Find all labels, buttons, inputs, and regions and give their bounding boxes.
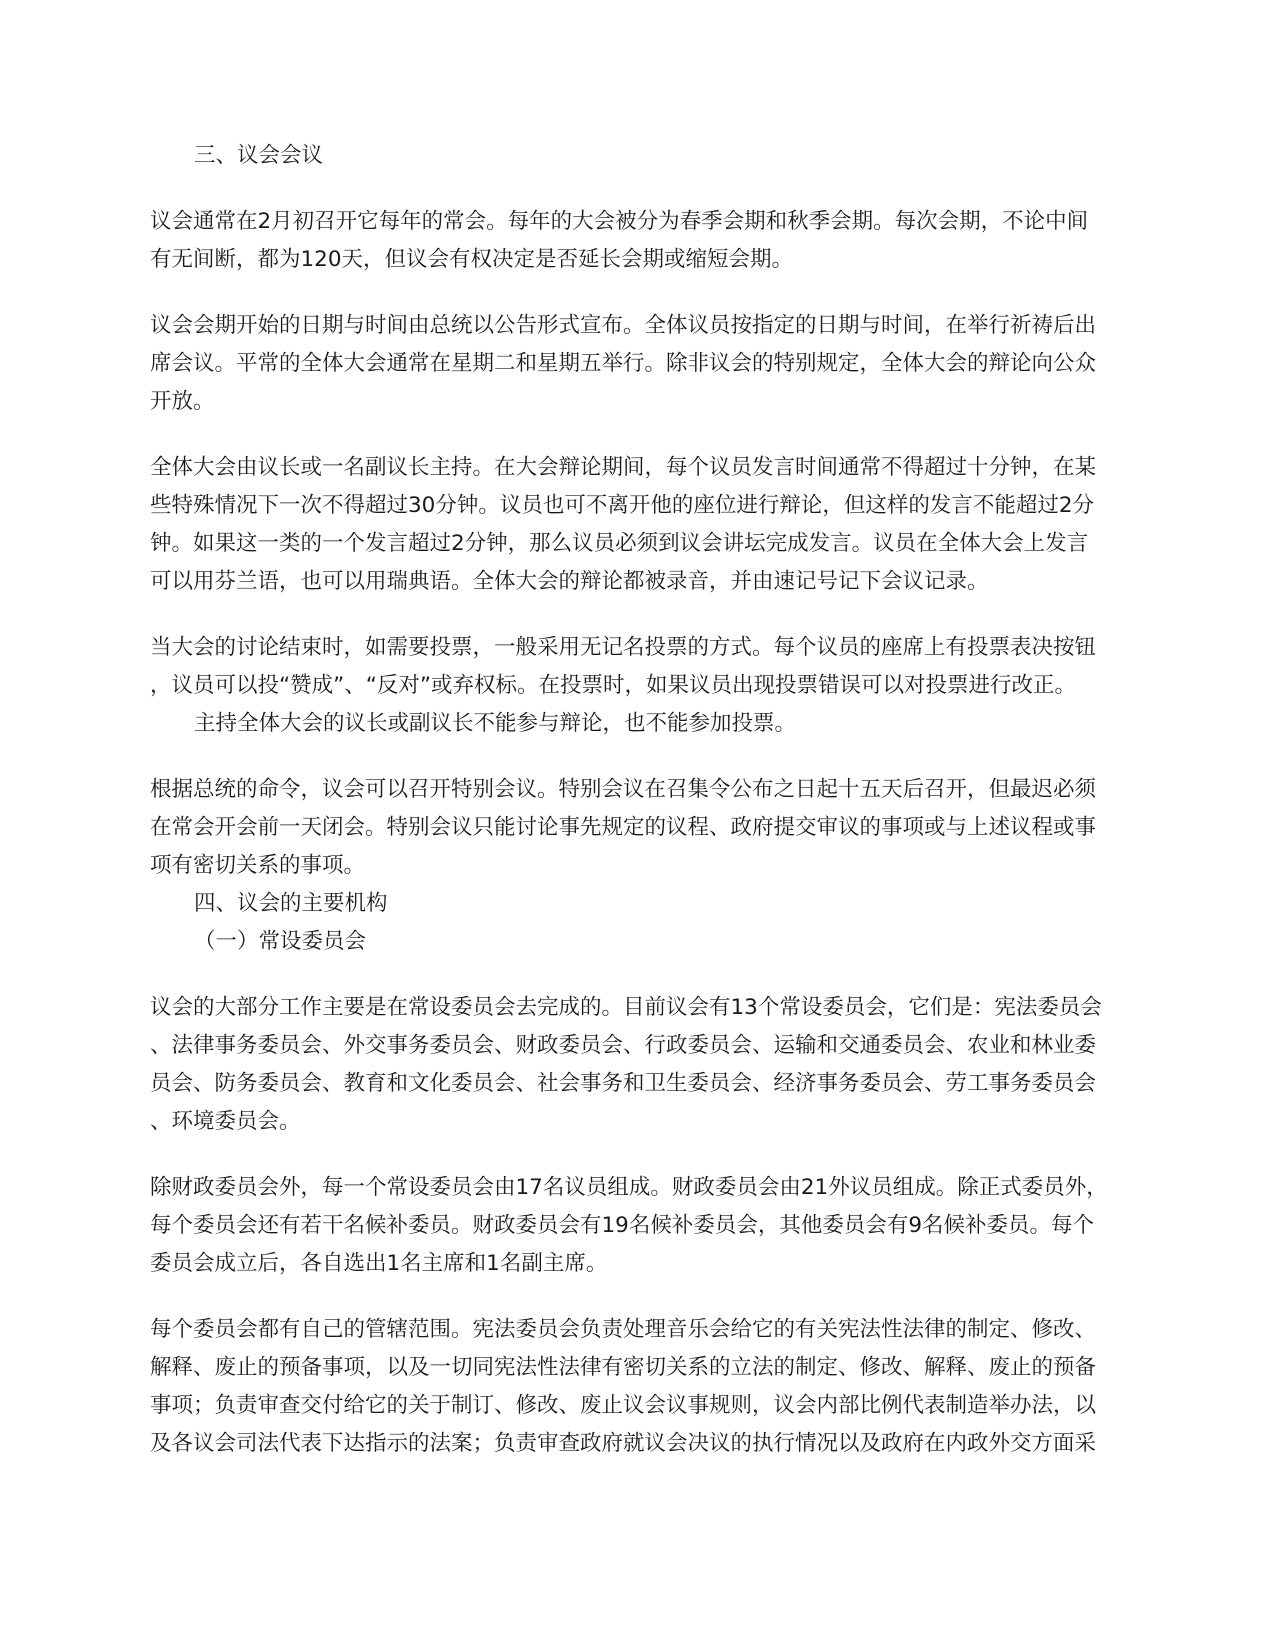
heading-or-indented-line: 主持全体大会的议长或副议长不能参与辩论，也不能参加投票。 <box>194 711 797 736</box>
paragraph-line: 员会、防务委员会、教育和文化委员会、社会事务和卫生委员会、经济事务委员会、劳工事务委员会 <box>150 1071 1097 1096</box>
paragraph-line: 、环境委员会。 <box>150 1109 301 1134</box>
paragraph-line: 每个委员会还有若干名候补委员。财政委员会有19名候补委员会，其他委员会有9名候补委员。每个 <box>150 1213 1095 1238</box>
paragraph-line: 及各议会司法代表下达指示的法案；负责审查政府就议会决议的执行情况以及政府在内政外交方面采 <box>150 1431 1097 1456</box>
paragraph-line: 议会会期开始的日期与时间由总统以公告形式宣布。全体议员按指定的日期与时间，在举行祈祷后出 <box>150 313 1097 338</box>
paragraph-line: 些特殊情况下一次不得超过30分钟。议员也可不离开他的座位进行辩论，但这样的发言不能超过2分 <box>150 493 1095 518</box>
paragraph-line: 根据总统的命令，议会可以召开特别会议。特别会议在召集令公布之日起十五天后召开，但最迟必须 <box>150 777 1097 802</box>
paragraph-line: 全体大会由议长或一名副议长主持。在大会辩论期间，每个议员发言时间通常不得超过十分钟，在某 <box>150 455 1097 480</box>
paragraph-line: 委员会成立后，各自选出1名主席和1名副主席。 <box>150 1251 608 1276</box>
paragraph-line: 项有密切关系的事项。 <box>150 853 366 878</box>
paragraph-line: 当大会的讨论结束时，如需要投票，一般采用无记名投票的方式。每个议员的座席上有投票表决按钮 <box>150 635 1097 660</box>
paragraph-line: 除财政委员会外，每一个常设委员会由17名议员组成。财政委员会由21外议员组成。除正式委员外， <box>150 1175 1108 1200</box>
paragraph-line: ，议员可以投“赞成”、“反对”或弃权标。在投票时，如果议员出现投票错误可以对投票进行改正。 <box>150 673 1077 698</box>
paragraph-line: 可以用芬兰语，也可以用瑞典语。全体大会的辩论都被录音，并由速记号记下会议记录。 <box>150 569 989 594</box>
paragraph-line: 有无间断，都为120天，但议会有权决定是否延长会期或缩短会期。 <box>150 247 794 272</box>
paragraph-line: 钟。如果这一类的一个发言超过2分钟，那么议员必须到议会讲坛完成发言。议员在全体大会上发言 <box>150 531 1089 556</box>
paragraph-line: 议会的大部分工作主要是在常设委员会去完成的。目前议会有13个常设委员会，它们是：宪法委员会 <box>150 995 1102 1020</box>
paragraph-line: 每个委员会都有自己的管辖范围。宪法委员会负责处理音乐会给它的有关宪法性法律的制定、修改、 <box>150 1317 1097 1342</box>
heading-or-indented-line: （一）常设委员会 <box>194 929 367 954</box>
paragraph-line: 在常会开会前一天闭会。特别会议只能讨论事先规定的议程、政府提交审议的事项或与上述议程或事 <box>150 815 1097 840</box>
paragraph-line: 议会通常在2月初召开它每年的常会。每年的大会被分为春季会期和秋季会期。每次会期，不论中间 <box>150 209 1089 234</box>
paragraph-line: 解释、废止的预备事项，以及一切同宪法性法律有密切关系的立法的制定、修改、解释、废止的预备 <box>150 1355 1097 1380</box>
paragraph-line: 席会议。平常的全体大会通常在星期二和星期五举行。除非议会的特别规定，全体大会的辩论向公众 <box>150 351 1097 376</box>
paragraph-line: 、法律事务委员会、外交事务委员会、财政委员会、行政委员会、运输和交通委员会、农业和林业委 <box>150 1033 1097 1058</box>
paragraph-line: 开放。 <box>150 389 215 414</box>
heading-or-indented-line: 四、议会的主要机构 <box>194 891 388 916</box>
heading-or-indented-line: 三、议会会议 <box>194 143 324 168</box>
paragraph-line: 事项；负责审查交付给它的关于制订、修改、废止议会议事规则，议会内部比例代表制造举办法，以 <box>150 1393 1097 1418</box>
